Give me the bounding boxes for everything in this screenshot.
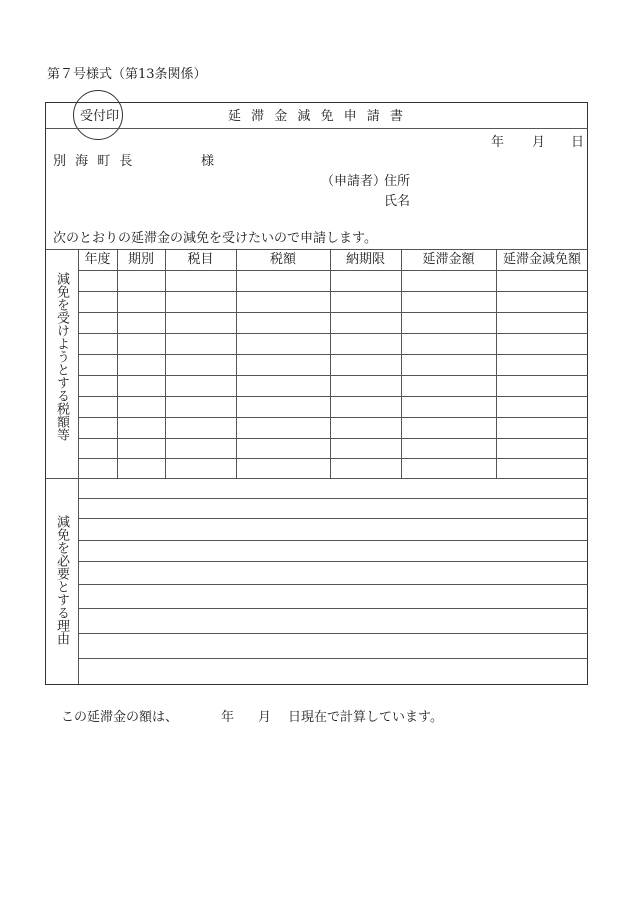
tax-table-col-divider [330, 249, 331, 478]
footer-suffix: 日現在で計算しています。 [288, 710, 443, 725]
addressee-honorific: 様 [201, 154, 215, 169]
column-header-late-fee: 延滞金額 [422, 252, 475, 267]
column-header-due-date: 納期限 [345, 252, 385, 267]
tax-table-col-divider [236, 249, 237, 478]
tax-table-row-line [78, 375, 588, 376]
column-header-period: 期別 [127, 252, 154, 267]
reason-line [78, 633, 588, 634]
form-frame [45, 102, 588, 685]
reason-section-side-label: 減免を必要とする理由 [54, 515, 69, 645]
tax-table-col-divider [496, 249, 497, 478]
date-month-label: 月 [532, 135, 546, 150]
reason-line [78, 540, 588, 541]
footer-year: 年 [221, 710, 235, 725]
title-divider [46, 128, 588, 129]
tax-section-side-label: 減免を受けようとする税額等 [54, 272, 69, 441]
tax-table-row-line [78, 333, 588, 334]
tax-table-row-line [78, 270, 588, 271]
applicant-name-label[interactable]: 氏名 [384, 194, 411, 209]
date-year-label: 年 [491, 135, 505, 150]
tax-table-col-divider [117, 249, 118, 478]
tax-table-row-line [78, 417, 588, 418]
tax-table-row-line [78, 291, 588, 292]
applicant-address-label[interactable]: 住所 [384, 174, 411, 189]
column-header-tax-item: 税目 [187, 252, 214, 267]
form-title: 延 滞 金 減 免 申 請 書 [228, 109, 404, 124]
reason-line [78, 658, 588, 659]
tax-table-col-divider [401, 249, 402, 478]
tax-table-col-divider [165, 249, 166, 478]
addressee-name: 別 海 町 長 [53, 154, 133, 169]
reason-line [78, 561, 588, 562]
stamp-label: 受付印 [80, 109, 120, 124]
reason-line [78, 518, 588, 519]
reason-line [78, 608, 588, 609]
footer-month: 月 [258, 710, 272, 725]
column-header-fiscal-year: 年度 [84, 252, 111, 267]
tax-table-row-line [78, 438, 588, 439]
reason-line [78, 584, 588, 585]
tax-table-side-divider [78, 249, 79, 684]
applicant-label: （申請者） [321, 174, 387, 189]
tax-table-top [46, 249, 588, 250]
date-day-label: 日 [571, 135, 585, 150]
tax-table-row-line [78, 396, 588, 397]
column-header-tax-amount: 税額 [269, 252, 296, 267]
form-number: 第７号様式（第13条関係） [47, 67, 207, 82]
tax-table-bottom [46, 478, 588, 479]
footer-prefix: この延滞金の額は、 [61, 710, 179, 725]
tax-table-row-line [78, 312, 588, 313]
tax-table-row-line [78, 458, 588, 459]
reason-line [78, 498, 588, 499]
request-statement: 次のとおりの延滞金の減免を受けたいので申請します。 [53, 231, 377, 246]
tax-table-row-line [78, 354, 588, 355]
column-header-late-fee-reduction: 延滞金減免額 [502, 252, 581, 267]
